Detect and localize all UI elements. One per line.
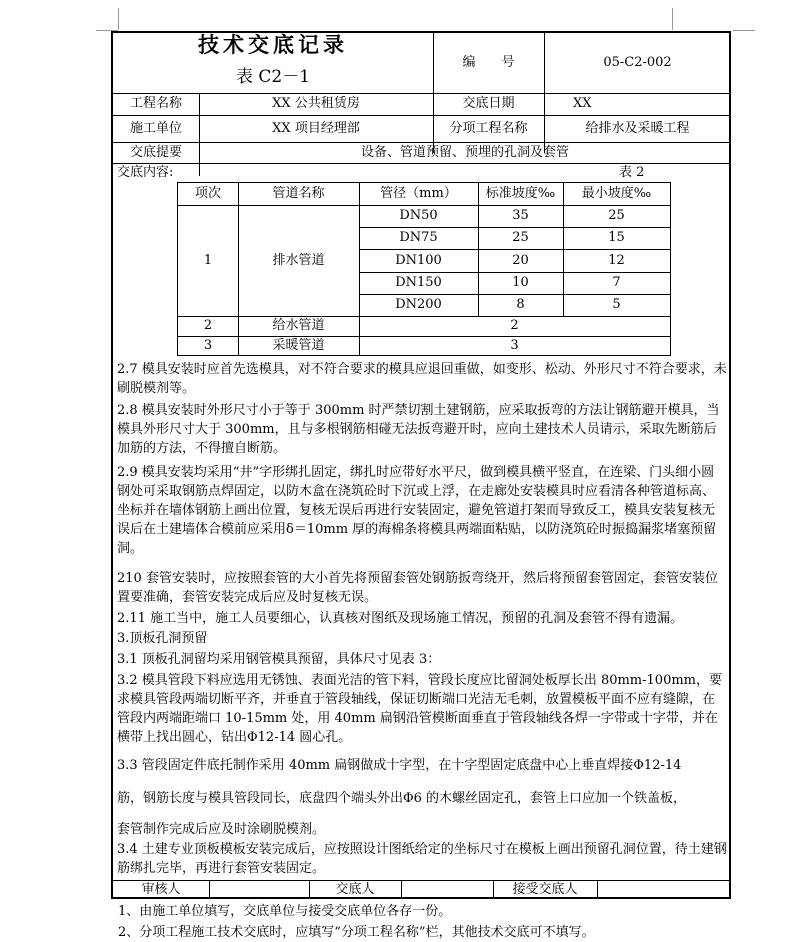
paragraph: 2.9 模具安装均采用“井”字形绑扎固定，绑扎时应带好水平尺，做到模具横平竖直，在连梁、门头细小圆钢处可采取钢筋点焊固定，以防木盒在浇筑砼时下沉或上浮，在走廊处安装模具时应看清各种管道标高、坐标并在墙体钢筋上画出位置，复核无误后再进行安装固定，避免管道打架而导致反工，模具安装复核无误后在土建墙体合模前应采用δ＝10mm 厚的海棉条将模具两端面粘贴，以防浇筑砼时振捣漏浆堵塞预留洞。 [117,465,717,556]
heating-name: 采暖管道 [272,338,325,353]
number-value: 05-C2-002 [603,55,672,70]
table-cell: 25 [608,208,625,223]
drain-index: 1 [203,253,213,268]
summary-label: 交底提要 [129,145,182,160]
table-cell: 12 [608,253,625,268]
header-std-slope: 标准坡度‰ [485,186,556,201]
table-cell: 35 [512,208,529,223]
header-diameter: 管径（mm） [380,186,457,201]
header-min-slope: 最小坡度‰ [581,186,652,201]
project-label: 工程名称 [129,96,182,111]
table-cell: 7 [612,275,621,290]
supply-index: 2 [203,318,213,333]
paragraph: 3.3 管段固定件底托制作采用 40mm 扁钢做成十字型，在十字型固定底盘中心上垂直焊接Φ12-14 [117,758,682,773]
paragraph: 2.7 模具安装时应首先选模具，对不符合要求的模具应退回重做，如变形、松动、外形尺寸不符合要求，未刷脱模剂等。 [117,362,727,396]
table-cell: 20 [512,253,529,268]
paragraph: 210 套管安装时，应按照套管的大小首先将预留套管处钢筋扳弯绕开，然后将预留套管固定，套管安装位置要准确，套管安装完成后应及时复核无误。 [117,571,718,605]
table-cell: DN100 [395,253,442,268]
crop-mark [118,8,119,30]
heating-index: 3 [203,338,213,353]
date-label: 交底日期 [462,96,515,111]
paragraph: 3.顶板孔洞预留 [117,631,208,646]
paragraph: 筋，钢筋长度与模具管段同长，底盘四个端头外出Φ6 的木螺丝固定孔，套管上口应加一个铁盖板， [117,791,687,806]
table-cell: DN200 [395,297,442,312]
project-value: XX 公共租赁房 [272,96,360,111]
table-cell: 25 [512,230,529,245]
unit-value: XX 项目经理部 [272,121,360,136]
footnote: 1、由施工单位填写，交底单位与接受交底单位各存一份。 [118,904,452,919]
number-label: 编 号 [462,55,515,70]
subproject-label: 分项工程名称 [449,121,528,136]
table-cell: 10 [512,275,529,290]
table-cell: 8 [516,297,525,312]
table-cell: 5 [612,297,621,312]
paragraph: 3.4 土建专业顶板模板安装完成后，应按照设计图纸给定的坐标尺寸在模板上画出预留孔洞位置，待土建钢筋绑扎完毕，再进行套管安装固定。 [117,842,727,876]
heating-value: 3 [510,338,519,353]
footnote: 2、分项工程施工技术交底时，应填写“分项工程名称”栏，其他技术交底可不填写。 [118,925,595,940]
form-code: 表 C2－1 [235,67,311,87]
header-index: 项次 [194,186,221,201]
header-pipe-name: 管道名称 [272,186,325,201]
date-value: XX [573,96,592,111]
table-cell: DN50 [399,208,438,223]
form-title: 技术交底记录 [198,32,348,57]
table-cell: DN150 [395,275,442,290]
supply-name: 给水管道 [272,318,325,333]
paragraph: 3.2 模具管段下料应选用无锈蚀、表面光洁的管下料，管段长度应比留洞处板厚长出 80mm-100mm，要求模具管段两端切断平齐，并垂直于管段轴线，保证切断端口光洁无毛刺，放置模板平面不应有缝隙，在管段内两端距端口 10-15mm 处，用 40mm 扁钢沿管模断面垂直于管段轴线各焊一字带或十字带，并在横带上找出圆心，钻出Φ12-14 圆心孔。 [117,673,722,745]
table-number: 表 2 [619,165,645,180]
receiver-label: 接受交底人 [512,882,578,897]
crop-mark [672,8,673,30]
summary-value: 设备、管道预留、预埋的孔洞及套管 [360,145,569,160]
paragraph: 3.1 顶板孔洞留均采用钢管模具预留，具体尺寸见表 3： [117,652,441,667]
crop-mark [733,30,755,31]
reviewer-label: 审核人 [141,882,181,897]
pipe-slope-table [177,182,671,356]
supply-value: 2 [510,318,519,333]
paragraph: 2.8 模具安装时外形尺寸小于等于 300mm 时严禁切割土建钢筋，应采取扳弯的方法让钢筋避开模具，当模具外形尺寸大于 300mm，且与多根钢筋相碰无法扳弯避开时，应向土建技术人员请示，采取先断筋后加筋的方法，不得擅自断筋。 [117,403,720,456]
table-cell: 15 [608,230,625,245]
presenter-label: 交底人 [335,882,375,897]
subproject-value: 给排水及采暖工程 [585,121,690,136]
technical-disclosure-form [111,31,731,899]
drain-name: 排水管道 [272,253,325,268]
paragraph: 套管制作完成后应及时涂刷脱模剂。 [117,822,326,837]
table-cell: DN75 [399,230,438,245]
content-label: 交底内容: [117,165,174,180]
paragraph: 2.11 施工当中，施工人员要细心，认真核对图纸及现场施工情况，预留的孔洞及套管不得有遗漏。 [117,611,684,626]
unit-label: 施工单位 [129,121,182,136]
